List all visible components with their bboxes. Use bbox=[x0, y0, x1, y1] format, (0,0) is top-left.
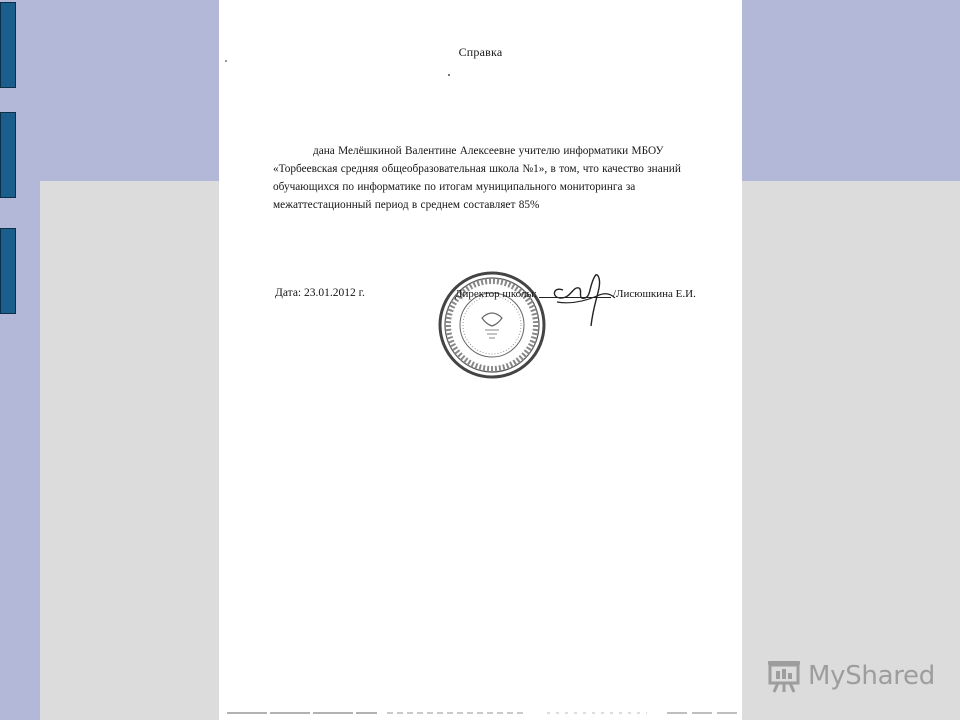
left-strip bbox=[0, 0, 40, 720]
scanned-document bbox=[219, 0, 742, 720]
myshared-watermark bbox=[766, 656, 935, 696]
school-seal-icon bbox=[437, 270, 547, 380]
director-name: /Лисюшкина Е.И. bbox=[612, 288, 696, 300]
document-title: Справка bbox=[458, 45, 503, 59]
watermark-text: MyShared bbox=[808, 661, 935, 691]
presentation-board-icon bbox=[766, 659, 802, 693]
document-date: Дата: 23.01.2012 г. bbox=[275, 287, 365, 299]
slide-tab-2[interactable] bbox=[0, 112, 16, 198]
handwritten-signature-icon bbox=[549, 268, 629, 330]
slide-tab-3[interactable] bbox=[0, 228, 16, 314]
document-body: дана Мелёшкиной Валентине Алексеевне учителю информатики МБОУ «Торбеевская средняя общеобразовательная школа №1», в том, что качество знаний обучающихся по информатике по итогам муниципального мониторинга за межаттестационный период в среднем составляет 85% bbox=[273, 145, 681, 211]
director-label: Директор школы: bbox=[455, 288, 537, 300]
slide-tab-1[interactable] bbox=[0, 2, 16, 88]
scan-artifact-line bbox=[227, 710, 737, 716]
scan-speck bbox=[225, 60, 227, 62]
scan-speck bbox=[448, 74, 450, 76]
